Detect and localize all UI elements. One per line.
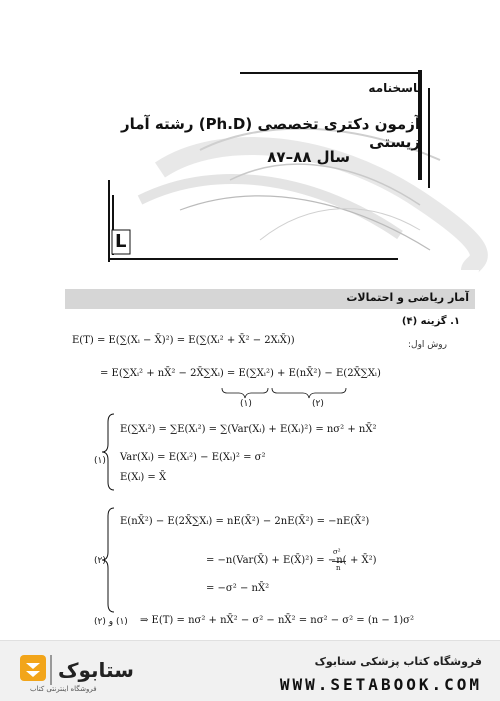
question-answer-label: ۱. گزینه (۴): [401, 316, 460, 327]
exam-title: آزمون دکتری تخصصی (Ph.D) رشته آمار زیستی: [120, 115, 420, 151]
equation-line-2: = E(∑Xᵢ² + nX̄² − 2X̄∑Xᵢ) = E(∑Xᵢ²) + E(nX̄²) − E(2X̄∑Xᵢ): [100, 368, 381, 379]
brace-label-1: (۱): [240, 399, 252, 409]
system-1-line-1: E(∑Xᵢ²) = ∑E(Xᵢ²) = ∑(Var(Xᵢ) + E(Xᵢ)²) = nσ² + nX̄²: [120, 424, 377, 435]
booklet-letter: L: [115, 231, 127, 252]
system-2-line-2b: + X̄²): [350, 555, 377, 566]
system-2-line-2a: = −n(Var(X̄) + E(X̄)²) = −n(: [206, 555, 347, 566]
system-1-line-3: E(Xᵢ) = X̄: [120, 472, 167, 483]
logo-wordmark: ستابوک: [58, 658, 134, 682]
method-label: روش اول:: [408, 340, 447, 350]
system-1-tag: (۱): [94, 456, 106, 466]
fraction-numerator: σ²: [333, 548, 341, 556]
answer-key-label: پاسخنامه: [368, 81, 422, 95]
publisher-footer: [0, 640, 500, 701]
system-1-line-2: Var(Xᵢ) = E(Xᵢ²) − E(Xᵢ)² = σ²: [120, 452, 266, 463]
system-2-tag: (۲): [94, 556, 106, 566]
final-tag: (۱) و (۲): [94, 617, 128, 627]
system-2-line-3: = −σ² − nX̄²: [206, 583, 270, 594]
logo-subtitle: فروشگاه اینترنتی کتاب: [30, 685, 97, 693]
fraction-denominator: n: [336, 564, 341, 572]
store-name: فروشگاه کتاب پزشکی ستابوک: [314, 655, 482, 668]
section-title: آمار ریاضی و احتمالات: [346, 291, 469, 304]
exam-year: سال ۸۸–۸۷: [267, 148, 350, 166]
system-2-line-1: E(nX̄²) − E(2X̄∑Xᵢ) = nE(X̄²) − 2nE(X̄²) = −nE(X̄²): [120, 516, 370, 527]
store-url[interactable]: WWW.SETABOOK.COM: [279, 675, 482, 694]
equation-line-1: E(T) = E(∑(Xᵢ − X̄)²) = E(∑(Xᵢ² + X̄² − 2XᵢX̄)): [72, 335, 295, 346]
brace-label-2: (۲): [312, 399, 324, 409]
final-result: ⇒ E(T) = nσ² + nX̄² − σ² − nX̄² = nσ² − σ² = (n − 1)σ²: [140, 615, 415, 626]
